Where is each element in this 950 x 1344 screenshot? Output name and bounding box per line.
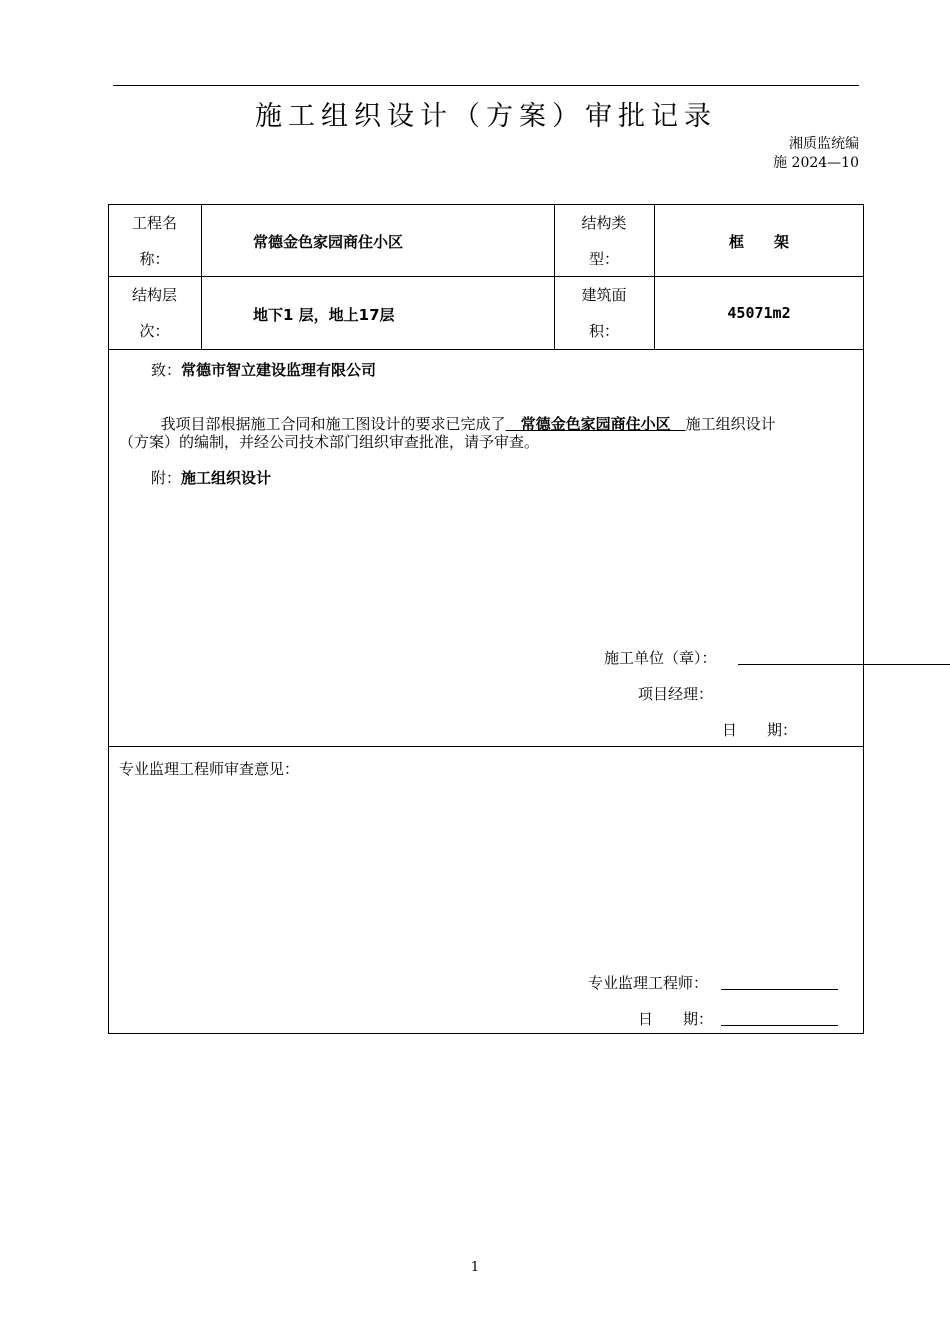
floors-label xyxy=(108,277,201,349)
review-date-line xyxy=(721,1025,838,1026)
label-line: 型： xyxy=(588,250,619,268)
page-number: 1 xyxy=(470,1260,480,1275)
area-value: 45071m2 xyxy=(727,304,791,322)
construction-unit-label: 施工单位（章）： xyxy=(604,649,717,667)
project-name-value: 常德金色家园商住小区 xyxy=(253,233,404,251)
form-code-line2: 施 2024—10 xyxy=(773,155,859,171)
project-name-label xyxy=(108,205,201,277)
label-line: 积： xyxy=(588,322,619,340)
attachment-line xyxy=(151,467,271,488)
structure-type-label xyxy=(554,205,654,277)
label-line: 工程名 xyxy=(131,214,177,232)
label-line: 称： xyxy=(139,250,170,268)
label-line: 结构类 xyxy=(581,214,627,232)
addressee-line xyxy=(151,359,376,380)
header-rule xyxy=(113,85,859,86)
structure-type-value: 框 架 xyxy=(728,233,789,251)
attachment-prefix: 附： xyxy=(151,469,182,487)
page-title: 施工组织设计（方案）审批记录 xyxy=(255,101,717,132)
supervising-engineer-label: 专业监理工程师： xyxy=(588,974,709,992)
para-project-name: 常德金色家园商住小区 xyxy=(505,415,686,433)
submission-paragraph-line2: （方案）的编制，并经公司技术部门组织审查批准，请予审查。 xyxy=(119,433,540,451)
approval-form-table xyxy=(108,204,864,1034)
form-code-line1: 湘质监统编 xyxy=(789,136,859,152)
label-line: 次： xyxy=(139,322,170,340)
supervision-company: 常德市智立建设监理有限公司 xyxy=(181,361,377,379)
para-text: 我项目部根据施工合同和施工图设计的要求已完成了 xyxy=(160,415,506,433)
review-opinion-label: 专业监理工程师审查意见： xyxy=(119,760,300,778)
engineer-signature-line xyxy=(721,989,838,990)
table-divider xyxy=(108,349,864,350)
attachment-name: 施工组织设计 xyxy=(181,469,272,487)
label-line: 建筑面 xyxy=(581,286,627,304)
submission-date-label: 日 期： xyxy=(722,721,798,739)
table-divider xyxy=(108,746,864,747)
construction-unit-signature-line xyxy=(738,664,950,665)
addressee-prefix: 致： xyxy=(151,361,182,379)
table-divider xyxy=(108,276,864,277)
para-text: 施工组织设计 xyxy=(685,415,776,433)
floors-value: 地下1 层，地上17层 xyxy=(253,306,395,324)
area-label xyxy=(554,277,654,349)
submission-paragraph-line1 xyxy=(151,395,776,434)
review-date-label: 日 期： xyxy=(638,1010,714,1028)
project-manager-label: 项目经理： xyxy=(638,685,714,703)
label-line: 结构层 xyxy=(131,286,177,304)
